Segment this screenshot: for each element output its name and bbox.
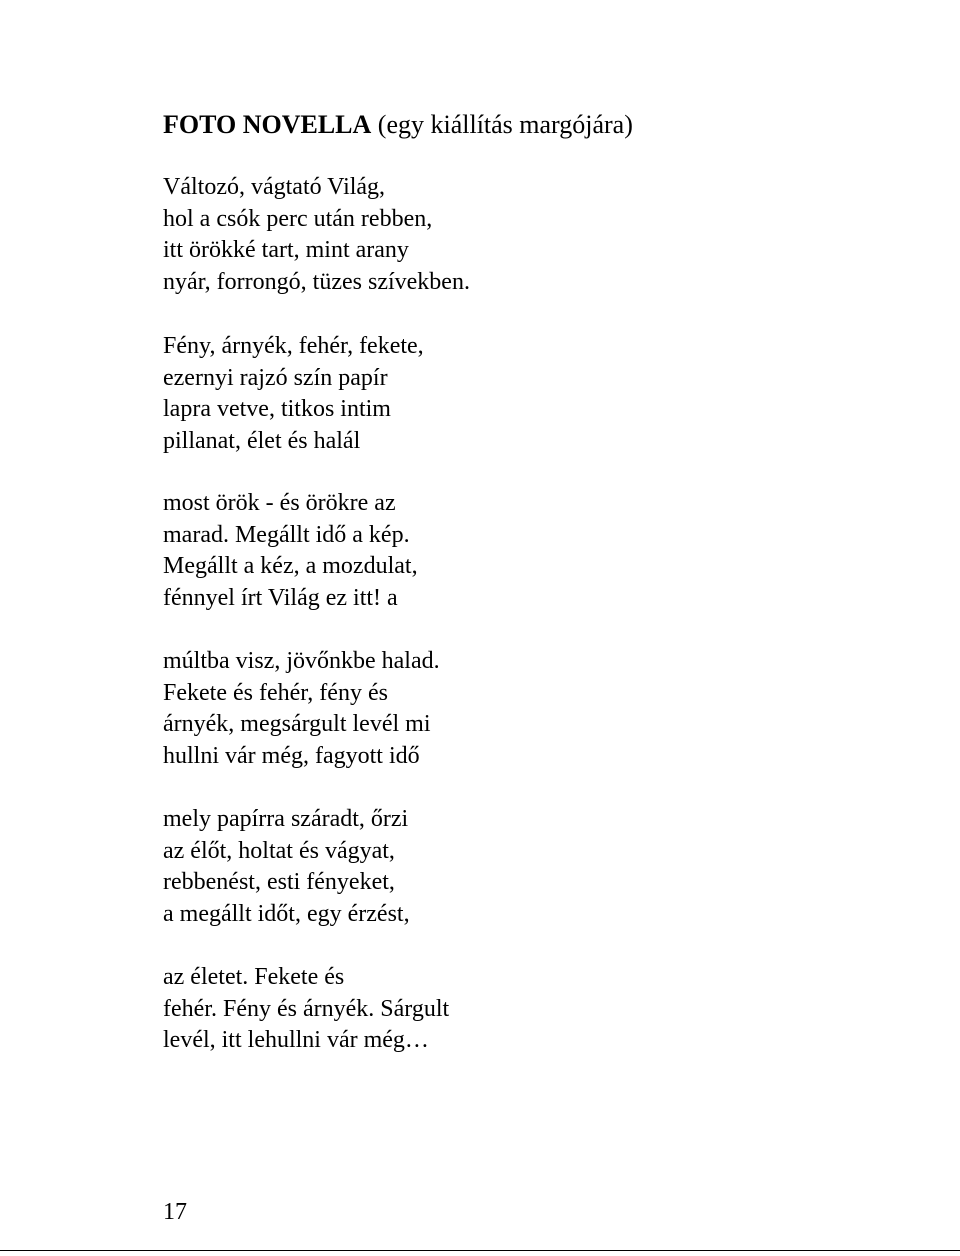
poem-line: marad. Megállt idő a kép. [163, 521, 410, 548]
poem-line: Fekete és fehér, fény és [163, 679, 388, 706]
poem-line: hullni vár még, fagyott idő [163, 742, 420, 769]
poem-title-subtitle: (egy kiállítás margójára) [371, 110, 633, 139]
poem-line: levél, itt lehullni vár még… [163, 1027, 429, 1053]
poem-line: most örök - és örökre az [163, 490, 396, 516]
poem-line: múltba visz, jövőnkbe halad. [163, 648, 440, 674]
poem-line: árnyék, megsárgult levél mi [163, 711, 431, 737]
stanza-1 [163, 172, 470, 298]
poem-line: rebbenést, esti fényeket, [163, 869, 395, 895]
stanza-4 [163, 646, 440, 772]
poem-line: lapra vetve, titkos intim [163, 396, 391, 422]
poem-line: pillanat, élet és halál [163, 427, 361, 454]
poem-line: Fény, árnyék, fehér, fekete, [163, 333, 424, 359]
poem-line: itt örökké tart, mint arany [163, 237, 409, 263]
poem-line: fénnyel írt Világ ez itt! a [163, 584, 398, 611]
poem-line: mely papírra száradt, őrzi [163, 806, 409, 832]
poem-line: az élőt, holtat és vágyat, [163, 837, 395, 864]
poem-line: a megállt időt, egy érzést, [163, 900, 410, 927]
poem-line: fehér. Fény és árnyék. Sárgult [163, 995, 450, 1022]
stanza-6 [163, 962, 449, 1057]
poem-title [163, 107, 633, 143]
poem-line: Megállt a kéz, a mozdulat, [163, 553, 418, 579]
stanza-3 [163, 488, 418, 614]
poem-line: az életet. Fekete és [163, 964, 345, 990]
stanza-2 [163, 331, 424, 457]
poem-line: ezernyi rajzó szín papír [163, 364, 388, 391]
poem-line: Változó, vágtató Világ, [163, 174, 386, 200]
poem-line: nyár, forrongó, tüzes szívekben. [163, 268, 470, 295]
stanza-5 [163, 804, 410, 930]
poem-title-bold: FOTO NOVELLA [163, 110, 372, 139]
poem-line: hol a csók perc után rebben, [163, 205, 433, 232]
page-bottom-rule [0, 1250, 960, 1251]
page-number: 17 [163, 1199, 187, 1225]
